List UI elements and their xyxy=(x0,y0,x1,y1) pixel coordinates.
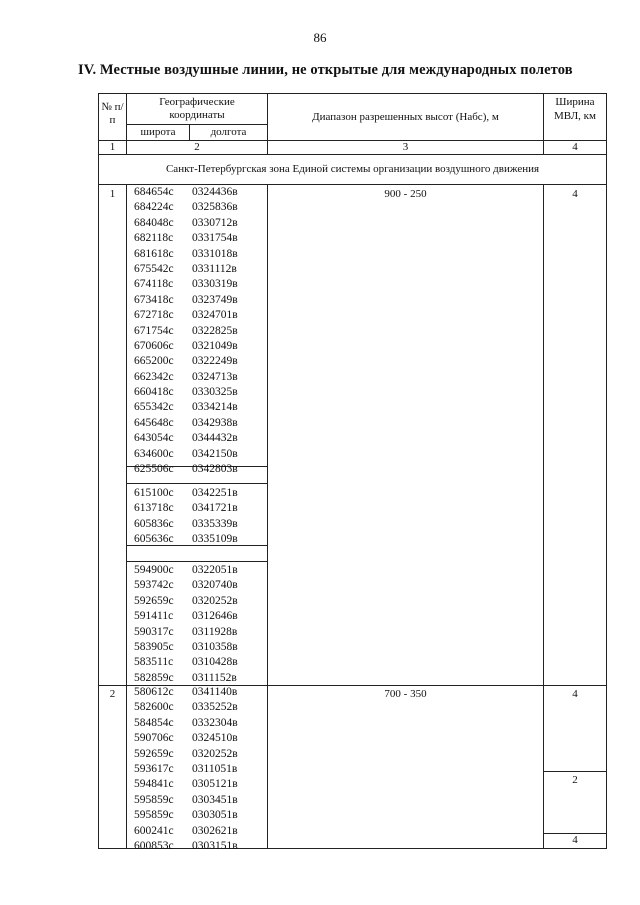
coordinate-row xyxy=(134,462,238,477)
longitude: 0342251в xyxy=(192,487,238,499)
latitude: 582600с xyxy=(134,701,174,714)
coordinate-row xyxy=(134,578,238,593)
coordinate-row xyxy=(134,532,238,547)
latitude: 625506с xyxy=(134,463,174,476)
coordinate-row xyxy=(134,716,238,731)
latitude: 582859с xyxy=(134,671,174,684)
latitude: 593617с xyxy=(134,762,174,775)
latitude: 682118с xyxy=(134,232,174,245)
header-altitude: Диапазон разрешенных высот (Набс), м xyxy=(312,111,499,123)
longitude: 0330712в xyxy=(192,216,238,229)
latitude: 595859с xyxy=(134,809,174,822)
header-lat: широта xyxy=(140,126,176,138)
coordinate-row xyxy=(134,747,238,762)
latitude: 593742с xyxy=(134,579,174,592)
table-rule xyxy=(606,93,607,849)
longitude: 0342150в xyxy=(192,447,238,460)
latitude: 595859с xyxy=(134,793,174,806)
coordinate-row xyxy=(134,416,238,431)
coordinate-list xyxy=(134,563,238,686)
width-value: 2 xyxy=(572,774,578,786)
longitude: 0311152в xyxy=(192,671,237,684)
table-rule xyxy=(543,771,607,772)
altitude-range: 700 - 350 xyxy=(384,688,427,700)
latitude: 671754с xyxy=(134,324,174,337)
latitude: 613718с xyxy=(134,502,174,515)
header-num: № п/п xyxy=(101,101,124,126)
latitude: 684654с xyxy=(134,186,174,198)
latitude: 662342с xyxy=(134,370,174,383)
longitude: 0324436в xyxy=(192,186,238,198)
altitude-range: 900 - 250 xyxy=(384,188,427,200)
coordinate-row xyxy=(134,808,238,823)
latitude: 592659с xyxy=(134,747,174,760)
coordinate-row xyxy=(134,431,238,446)
latitude: 590706с xyxy=(134,732,174,745)
latitude: 580612с xyxy=(134,686,174,698)
longitude: 0303451в xyxy=(192,793,238,806)
coordinate-row xyxy=(134,262,238,277)
line-number: 2 xyxy=(109,688,116,700)
column-number: 1 xyxy=(109,141,116,153)
coordinate-list xyxy=(134,486,238,548)
longitude: 0324701в xyxy=(192,309,238,322)
longitude: 0331754в xyxy=(192,232,238,245)
coordinate-row xyxy=(134,563,238,578)
longitude: 0320740в xyxy=(192,579,238,592)
latitude: 600241с xyxy=(134,824,174,837)
coordinate-row xyxy=(134,216,238,231)
coordinate-row xyxy=(134,324,238,339)
longitude: 0303151в xyxy=(192,839,238,852)
longitude: 0324713в xyxy=(192,370,238,383)
latitude: 590317с xyxy=(134,625,174,638)
width-value: 4 xyxy=(572,688,578,700)
page-number: 86 xyxy=(313,30,327,45)
table-rule xyxy=(126,184,127,849)
coordinate-row xyxy=(134,731,238,746)
latitude: 670606с xyxy=(134,339,174,352)
longitude: 0332304в xyxy=(192,716,238,729)
longitude: 0320252в xyxy=(192,747,238,760)
table-rule xyxy=(543,184,544,849)
latitude: 672718с xyxy=(134,309,174,322)
coordinate-list xyxy=(134,685,238,854)
coordinate-row xyxy=(134,400,238,415)
longitude: 0305121в xyxy=(192,778,238,791)
latitude: 584854с xyxy=(134,716,174,729)
coordinate-row xyxy=(134,247,238,262)
coordinate-row xyxy=(134,293,238,308)
latitude: 583511с xyxy=(134,656,174,669)
longitude: 0320252в xyxy=(192,594,238,607)
latitude: 605836с xyxy=(134,517,174,530)
latitude: 681618с xyxy=(134,247,174,260)
longitude: 0344432в xyxy=(192,432,238,445)
width-value: 4 xyxy=(572,834,578,846)
longitude: 0334214в xyxy=(192,401,238,414)
longitude: 0341140в xyxy=(192,686,238,698)
latitude: 655342с xyxy=(134,401,174,414)
table-rule xyxy=(126,561,267,562)
coordinate-row xyxy=(134,594,238,609)
coordinate-row xyxy=(134,655,238,670)
latitude: 583905с xyxy=(134,640,174,653)
header-lon: долгота xyxy=(210,126,247,138)
coordinate-row xyxy=(134,671,238,686)
column-number: 3 xyxy=(402,141,409,153)
table-rule xyxy=(98,154,607,155)
coordinate-row xyxy=(134,762,238,777)
coordinate-row xyxy=(134,385,238,400)
latitude: 594900с xyxy=(134,564,174,576)
latitude: 605636с xyxy=(134,533,174,546)
coordinate-row xyxy=(134,824,238,839)
coordinate-row xyxy=(134,793,238,808)
line-number: 1 xyxy=(109,188,116,200)
coordinate-row xyxy=(134,517,238,532)
longitude: 0335339в xyxy=(192,517,238,530)
table-rule xyxy=(126,124,267,125)
section-title: IV. Местные воздушные линии, не открытые для международных полетов xyxy=(78,62,573,78)
longitude: 0335109в xyxy=(192,533,238,546)
coordinate-row xyxy=(134,501,238,516)
latitude: 684224с xyxy=(134,201,174,214)
column-number: 4 xyxy=(572,141,578,153)
coordinate-row xyxy=(134,685,238,700)
header-width: Ширина МВЛ, км xyxy=(554,96,596,122)
latitude: 634600с xyxy=(134,447,174,460)
latitude: 592659с xyxy=(134,594,174,607)
coordinate-row xyxy=(134,370,238,385)
coordinate-row xyxy=(134,486,238,501)
longitude: 0323749в xyxy=(192,293,238,306)
column-number: 2 xyxy=(194,141,200,153)
longitude: 0342938в xyxy=(192,416,238,429)
longitude: 0342803в xyxy=(192,463,238,476)
coordinate-row xyxy=(134,185,238,200)
coordinate-row xyxy=(134,640,238,655)
latitude: 600853с xyxy=(134,839,174,852)
coordinate-row xyxy=(134,339,238,354)
table-rule xyxy=(267,184,268,849)
airways-table xyxy=(98,93,607,852)
longitude: 0341721в xyxy=(192,502,238,515)
longitude: 0322051в xyxy=(192,564,238,576)
table-rule xyxy=(98,93,607,94)
longitude: 0331112в xyxy=(192,262,237,275)
coordinate-row xyxy=(134,777,238,792)
longitude: 0324510в xyxy=(192,732,238,745)
latitude: 643054с xyxy=(134,432,174,445)
longitude: 0303051в xyxy=(192,809,238,822)
longitude: 0335252в xyxy=(192,701,238,714)
longitude: 0310358в xyxy=(192,640,238,653)
longitude: 0322249в xyxy=(192,355,238,368)
coordinate-row xyxy=(134,308,238,323)
coordinate-row xyxy=(134,354,238,369)
coordinate-row xyxy=(134,839,238,854)
coordinate-row xyxy=(134,200,238,215)
table-rule xyxy=(126,483,267,484)
zone-title: Санкт-Петербургская зона Единой системы организации воздушного движения xyxy=(165,163,540,175)
latitude: 645648с xyxy=(134,416,174,429)
longitude: 0330319в xyxy=(192,278,238,291)
longitude: 0312646в xyxy=(192,610,238,623)
coordinate-row xyxy=(134,625,238,640)
latitude: 675542с xyxy=(134,262,174,275)
header-coords: Географические координаты xyxy=(159,96,235,121)
coordinate-row xyxy=(134,447,238,462)
longitude: 0322825в xyxy=(192,324,238,337)
latitude: 615100с xyxy=(134,487,174,499)
longitude: 0311051в xyxy=(192,762,238,775)
coordinate-row xyxy=(134,700,238,715)
coordinate-row xyxy=(134,231,238,246)
longitude: 0302621в xyxy=(192,824,238,837)
longitude: 0331018в xyxy=(192,247,238,260)
width-value: 4 xyxy=(572,188,578,200)
coordinate-list xyxy=(134,185,238,477)
latitude: 665200с xyxy=(134,355,174,368)
longitude: 0311928в xyxy=(192,625,238,638)
latitude: 674118с xyxy=(134,278,174,291)
longitude: 0325836в xyxy=(192,201,238,214)
latitude: 591411с xyxy=(134,610,174,623)
table-rule xyxy=(98,93,99,849)
latitude: 660418с xyxy=(134,386,174,399)
latitude: 673418с xyxy=(134,293,174,306)
coordinate-row xyxy=(134,609,238,624)
longitude: 0310428в xyxy=(192,656,238,669)
longitude: 0321049в xyxy=(192,339,238,352)
latitude: 594841с xyxy=(134,778,174,791)
coordinate-row xyxy=(134,277,238,292)
longitude: 0330325в xyxy=(192,386,238,399)
latitude: 684048с xyxy=(134,216,174,229)
